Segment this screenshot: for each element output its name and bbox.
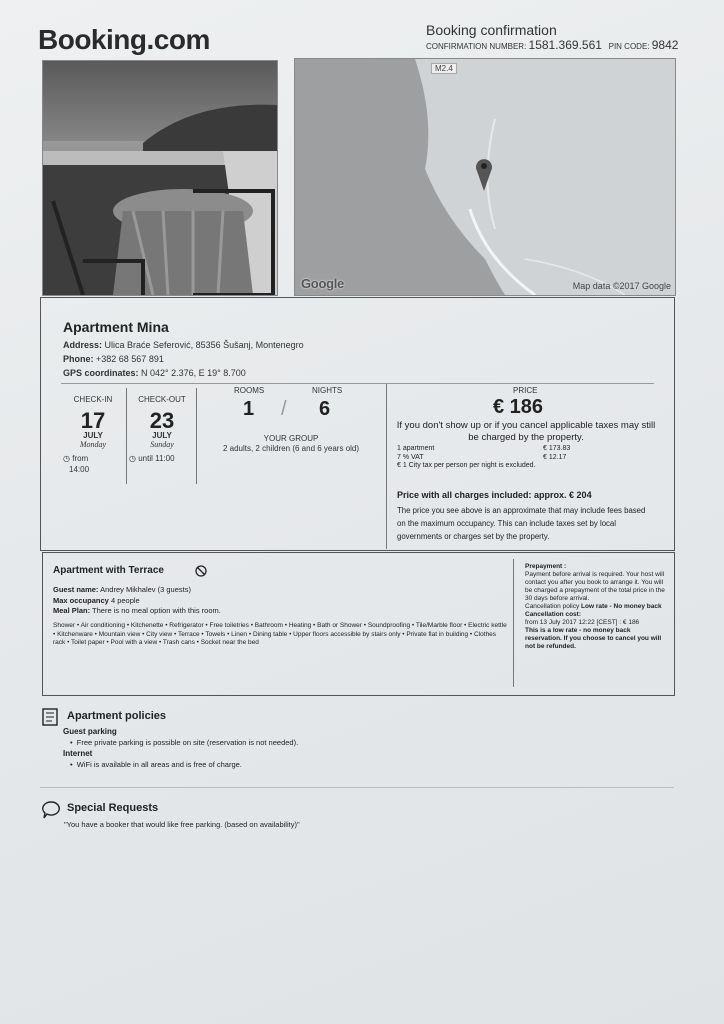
checkout-label: CHECK-OUT	[138, 395, 186, 404]
clock-icon: ◷	[63, 454, 70, 463]
map-attribution: Map data ©2017 Google	[572, 281, 671, 291]
confirmation-number: 1581.369.561	[528, 38, 602, 52]
checkout-day: 23	[149, 408, 175, 433]
pin-code-label: PIN CODE:	[608, 42, 650, 51]
cancellation-cost-label: Cancellation cost:	[525, 611, 581, 618]
group-label: YOUR GROUP	[263, 434, 319, 443]
confirmation-line	[426, 38, 678, 52]
checkin-time-row: ◷ from	[63, 454, 89, 463]
city-tax-note: € 1 City tax per person per night is excluded.	[397, 462, 536, 469]
cancellation-warning: This is a low rate - no money back reservation. If you choose to cancel you will not be refunded.	[525, 627, 662, 650]
room-title: Apartment with Terrace	[53, 565, 164, 576]
parking-policy: • Free private parking is possible on site (reservation is not needed).	[70, 738, 299, 747]
prepayment-title: Prepayment :	[525, 563, 567, 570]
price-disclaimer: The price you see above is an approximate that may include fees based on the maximum occupancy. This can include taxes set by local governments or charges set by the property.	[397, 506, 646, 541]
internet-title: Internet	[63, 749, 93, 758]
cancellation-policy: Cancellation policy Low rate - No money back	[525, 603, 662, 610]
speech-bubble-icon	[42, 801, 60, 819]
checkout-time-row: ◷ until 11:00	[129, 454, 175, 463]
location-map[interactable]	[294, 58, 676, 296]
apartment-price-label: 1 apartment	[397, 445, 435, 452]
checkin-weekday: Monday	[79, 440, 107, 449]
checkin-label: CHECK-IN	[73, 395, 113, 404]
vat-value: € 12.17	[543, 454, 567, 461]
checkin-month: JULY	[83, 431, 103, 440]
apartment-price-value: € 173.83	[543, 445, 571, 452]
checkin-day: 17	[80, 408, 106, 433]
document-icon	[42, 708, 58, 726]
pin-code: 9842	[651, 38, 679, 52]
room-details	[42, 552, 675, 696]
special-requests-text: "You have a booker that would like free parking. (based on availability)"	[64, 820, 300, 829]
guest-name: Guest name: Andrey Mikhalev (3 guests)	[53, 585, 191, 594]
property-photo	[42, 60, 278, 296]
room-amenities: Shower • Air conditioning • Kitchenette • Refrigerator • Free toiletries • Bathroom • Heating • Bath or Shower • Soundproofing • Tile/Marble floor • Electric kettle • Kitchenware • Mountain view • City view • Terrace • Towels • Linen • Dining table • Upper floors accessible by stairs only • Private flat in building • Clothes rack • Toilet paper • Pool with a view • Trash cans • Socket near the bed	[53, 622, 507, 646]
rooms-nights-separator: /	[281, 398, 287, 420]
clock-icon: ◷	[129, 454, 136, 463]
parking-title: Guest parking	[63, 727, 117, 736]
price-label: PRICE	[513, 386, 538, 395]
map-pin-icon[interactable]	[475, 157, 493, 191]
reservation-details	[40, 297, 675, 551]
checkout-weekday: Sunday	[150, 440, 174, 449]
prepayment-section	[525, 563, 667, 651]
vat-label: 7 % VAT	[397, 454, 424, 461]
group-composition: 2 adults, 2 children (6 and 6 years old)	[222, 444, 360, 453]
checkout-month: JULY	[152, 431, 172, 440]
property-gps: GPS coordinates: N 042° 2.376, E 19° 8.700	[63, 368, 246, 378]
max-occupancy: Max occupancy 4 people	[53, 596, 140, 605]
property-phone: Phone: +382 68 567 891	[63, 354, 164, 364]
price-total: € 186	[493, 396, 544, 418]
price-all-charges: Price with all charges included: approx. € 204	[397, 490, 592, 500]
special-requests-title: Special Requests	[67, 802, 159, 814]
confirmation-number-label: CONFIRMATION NUMBER:	[426, 42, 527, 51]
nights-label: NIGHTS	[312, 386, 343, 395]
meal-plan: Meal Plan: There is no meal option with this room.	[53, 606, 221, 615]
nights-count: 6	[319, 398, 331, 420]
property-address: Address: Ulica Braće Seferović, 85356 Šušanj, Montenegro	[63, 340, 304, 350]
price-note: If you don't show up or if you cancel applicable taxes may still be charged by the property.	[396, 420, 656, 443]
road-label: M2.4	[431, 63, 457, 74]
booking-logo[interactable]: Booking.com	[38, 24, 210, 55]
confirmation-title: Booking confirmation	[426, 22, 557, 38]
property-name: Apartment Mina	[63, 319, 169, 335]
prepayment-text: Payment before arrival is required. Your host will contact you after you book to arrange it. You will be charged a prepayment of the total price in the 30 days before arrival.	[525, 571, 665, 602]
cancellation-cost: from 13 July 2017 12:22 [CEST] : € 186	[525, 619, 640, 626]
checkin-time: 14:00	[69, 465, 90, 474]
no-smoking-icon	[195, 565, 207, 577]
rooms-count: 1	[243, 398, 255, 420]
google-logo: Google	[301, 276, 344, 291]
policies-title: Apartment policies	[67, 710, 167, 722]
internet-policy: • WiFi is available in all areas and is free of charge.	[70, 760, 242, 769]
rooms-label: ROOMS	[234, 386, 265, 395]
